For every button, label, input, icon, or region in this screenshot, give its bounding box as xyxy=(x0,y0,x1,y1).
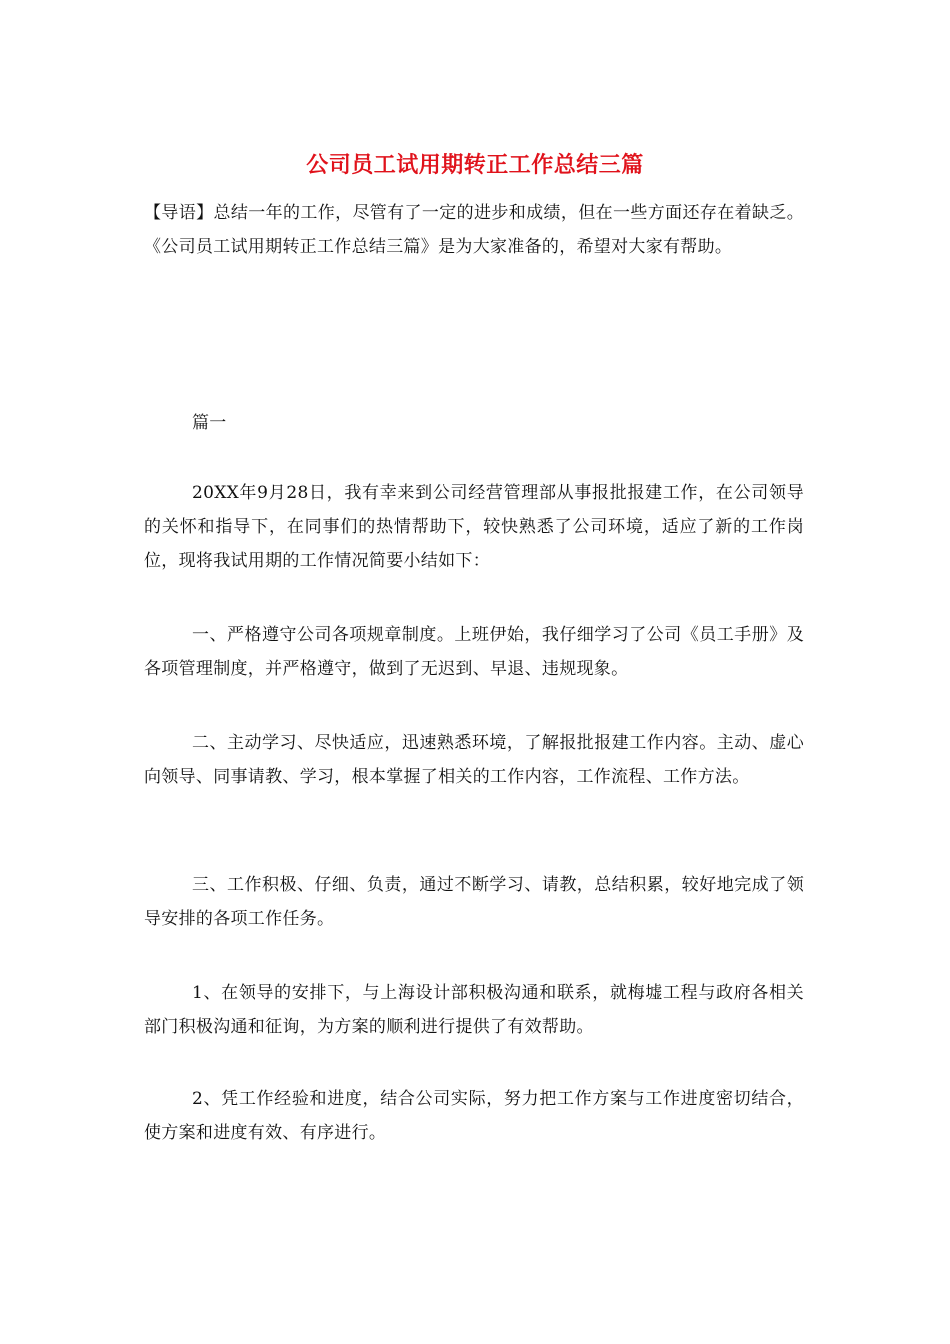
body-paragraph: 一、严格遵守公司各项规章制度。上班伊始，我仔细学习了公司《员工手册》及各项管理制度，并严格遵守，做到了无迟到、早退、违规现象。 xyxy=(144,625,804,679)
intro-paragraph: 【导语】总结一年的工作，尽管有了一定的进步和成绩，但在一些方面还存在着缺乏。《公司员工试用期转正工作总结三篇》是为大家准备的，希望对大家有帮助。 xyxy=(144,203,804,257)
body-paragraph: 三、工作积极、仔细、负责，通过不断学习、请教，总结积累，较好地完成了领导安排的各项工作任务。 xyxy=(144,875,804,929)
document-title: 公司员工试用期转正工作总结三篇 xyxy=(306,153,644,178)
body-paragraph: 二、主动学习、尽快适应，迅速熟悉环境，了解报批报建工作内容。主动、虚心向领导、同事请教、学习，根本掌握了相关的工作内容，工作流程、工作方法。 xyxy=(144,733,804,787)
body-paragraph: 2、凭工作经验和进度，结合公司实际，努力把工作方案与工作进度密切结合，使方案和进度有效、有序进行。 xyxy=(144,1089,804,1143)
body-paragraph: 1、在领导的安排下，与上海设计部积极沟通和联系，就梅墟工程与政府各相关部门积极沟通和征询，为方案的顺利进行提供了有效帮助。 xyxy=(144,983,804,1037)
body-paragraph: 20XX年9月28日，我有幸来到公司经营管理部从事报批报建工作，在公司领导的关怀和指导下，在同事们的热情帮助下，较快熟悉了公司环境，适应了新的工作岗位，现将我试用期的工作情况简要小结如下： xyxy=(144,483,804,571)
section-heading: 篇一 xyxy=(192,413,227,433)
